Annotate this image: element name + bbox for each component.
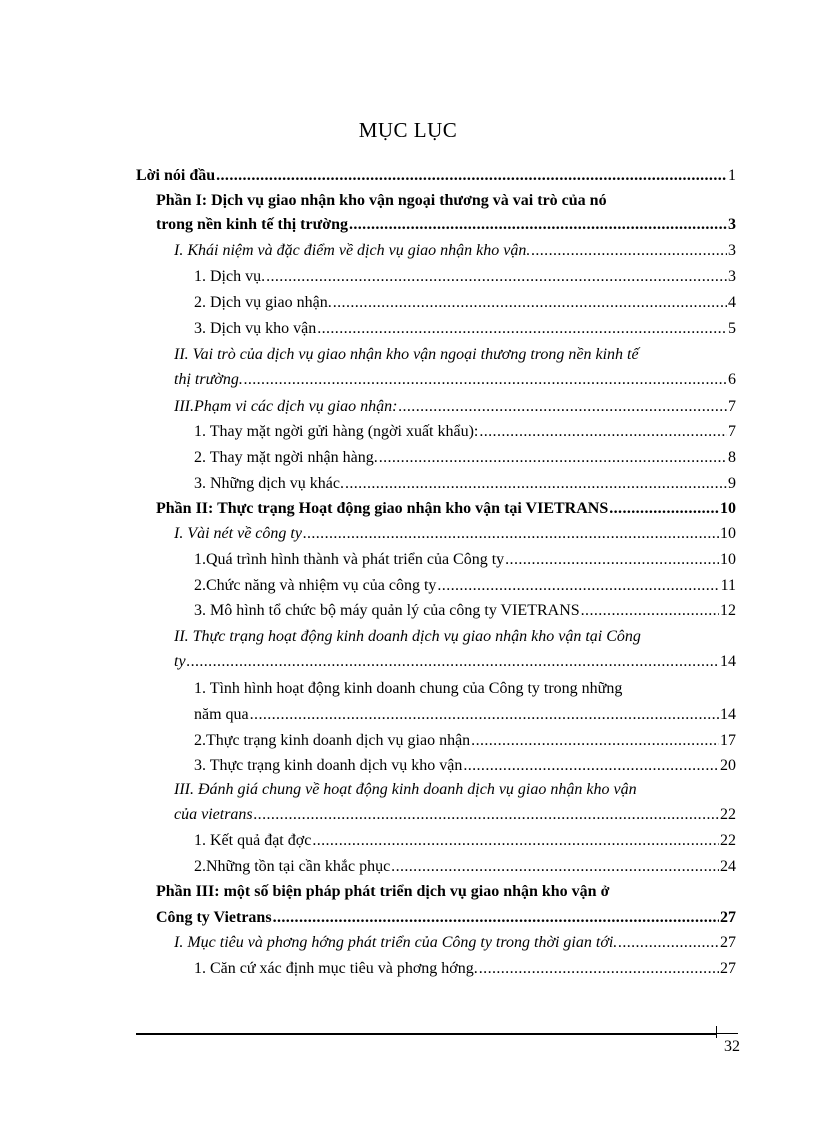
leader-dots [244,368,727,392]
toc-entry-text: Công ty Vietrans [156,909,272,926]
toc-entry-text: 2.Những tồn tại cần khắc phục [194,858,391,875]
toc-entry-text: 1. Căn cứ xác định mục tiêu và phơng hớng. [194,960,478,977]
leader-dots [618,931,719,955]
toc-page-number: 14 [720,653,736,670]
toc-page-number: 9 [728,475,736,492]
toc-page-number: 3 [728,242,736,259]
toc-page-number: 3 [728,268,736,285]
leader-dots [391,855,719,879]
leader-dots [216,164,727,188]
leader-dots [479,957,719,981]
footer-rule-end [716,1033,738,1034]
page-number: 32 [724,1038,740,1055]
leader-dots [187,650,719,674]
toc-entry-text: 2.Thực trạng kinh doanh dịch vụ giao nhận [194,732,471,749]
toc-entry-text: 1. Thay mặt ngời gửi hàng (ngời xuất khẩu): [194,423,479,440]
toc-page-number: 27 [720,934,736,951]
toc-page-number: 27 [720,960,736,977]
toc-entry-text: 3. Mô hình tổ chức bộ máy quản lý của công ty VIETRANS [194,602,580,619]
toc-page-number: 22 [720,832,736,849]
toc-page-number: 22 [720,806,736,823]
leader-dots [471,729,719,753]
toc-page-number: 20 [720,757,736,774]
leader-dots [349,213,727,237]
leader-dots [398,395,727,419]
toc-page-number: 7 [728,423,736,440]
toc-entry-line1: II. Vai trò của dịch vụ giao nhận kho vận ngoại thương trong nền kinh tế [174,346,639,363]
leader-dots [254,803,719,827]
leader-dots [437,574,719,598]
toc-entry-text: I. Mục tiêu và phơng hớng phát triển của Công ty trong thời gian tới. [174,934,618,951]
leader-dots [266,265,727,289]
toc-page-number: 27 [720,909,736,926]
toc-entry-text: Phần II: Thực trạng Hoạt động giao nhận kho vận tại VIETRANS [156,500,609,517]
toc-page-number: 8 [728,449,736,466]
toc-entry-line1: III. Đánh giá chung về hoạt động kinh doanh dịch vụ giao nhận kho vận [174,781,637,798]
leader-dots [303,522,719,546]
leader-dots [463,754,719,778]
toc-entry-text: năm qua [194,706,249,723]
toc-page-number: 6 [728,371,736,388]
toc-entry-text: trong nền kinh tế thị trường [156,216,348,233]
toc-entry-line1: Phần III: một số biện pháp phát triển dịch vụ giao nhận kho vận ở [156,883,610,900]
toc-entry-line1: 1. Tình hình hoạt động kinh doanh chung của Công ty trong những [194,680,623,697]
toc-entry-text: ty [174,653,186,670]
leader-dots [581,599,719,623]
toc-page-number: 5 [728,320,736,337]
leader-dots [531,239,727,263]
toc-entry-line1: II. Thực trạng hoạt động kinh doanh dịch vụ giao nhận kho vận tại Công [174,628,641,645]
toc-page-number: 3 [728,216,736,233]
toc-page-number: 4 [728,294,736,311]
toc-entry-text: 3. Thực trạng kinh doanh dịch vụ kho vận [194,757,463,774]
leader-dots [345,472,727,496]
leader-dots [609,497,719,521]
toc-page-number: 14 [720,706,736,723]
toc-title: MỤC LỤC [358,118,458,142]
leader-dots [273,906,719,930]
toc-page-number: 10 [720,551,736,568]
toc-page-number: 11 [720,577,736,594]
toc-entry-text: 2.Chức năng và nhiệm vụ của công ty [194,577,437,594]
toc-entry-text: 1. Kết quả đạt đợc [194,832,312,849]
leader-dots [317,317,727,341]
toc-entry-line1: Phần I: Dịch vụ giao nhận kho vận ngoại thương và vai trò của nó [156,192,607,209]
toc-entry-text: I. Khái niệm và đặc điểm về dịch vụ giao nhận kho vận. [174,242,531,259]
leader-dots [250,703,719,727]
toc-entry-text: 3. Dịch vụ kho vận [194,320,317,337]
toc-page-number: 7 [728,398,736,415]
toc-page-number: 1 [728,167,736,184]
leader-dots [312,829,719,853]
toc-entry-text: 1. Dịch vụ. [194,268,266,285]
footer-divider [716,1026,717,1038]
toc-entry-text: của vietrans [174,806,253,823]
toc-entry-text: III.Phạm vi các dịch vụ giao nhận: [174,398,398,415]
leader-dots [333,291,727,315]
toc-entry-text: thị trường. [174,371,243,388]
toc-entry-text: 3. Những dịch vụ khác. [194,475,344,492]
toc-entry-text: 2. Thay mặt ngời nhận hàng. [194,449,378,466]
leader-dots [379,446,727,470]
leader-dots [505,548,719,572]
toc-page-number: 24 [720,858,736,875]
toc-entry-text: 1.Quá trình hình thành và phát triển của Công ty [194,551,505,568]
toc-entry-text: I. Vài nét về công ty [174,525,302,542]
toc-entry-text: Lời nói đầu [136,167,216,184]
toc-page-number: 10 [720,525,736,542]
toc-page-number: 10 [720,500,736,517]
toc-page-number: 17 [720,732,736,749]
footer-rule [136,1033,716,1035]
leader-dots [479,420,727,444]
toc-entry-text: 2. Dịch vụ giao nhận. [194,294,332,311]
toc-page-number: 12 [720,602,736,619]
